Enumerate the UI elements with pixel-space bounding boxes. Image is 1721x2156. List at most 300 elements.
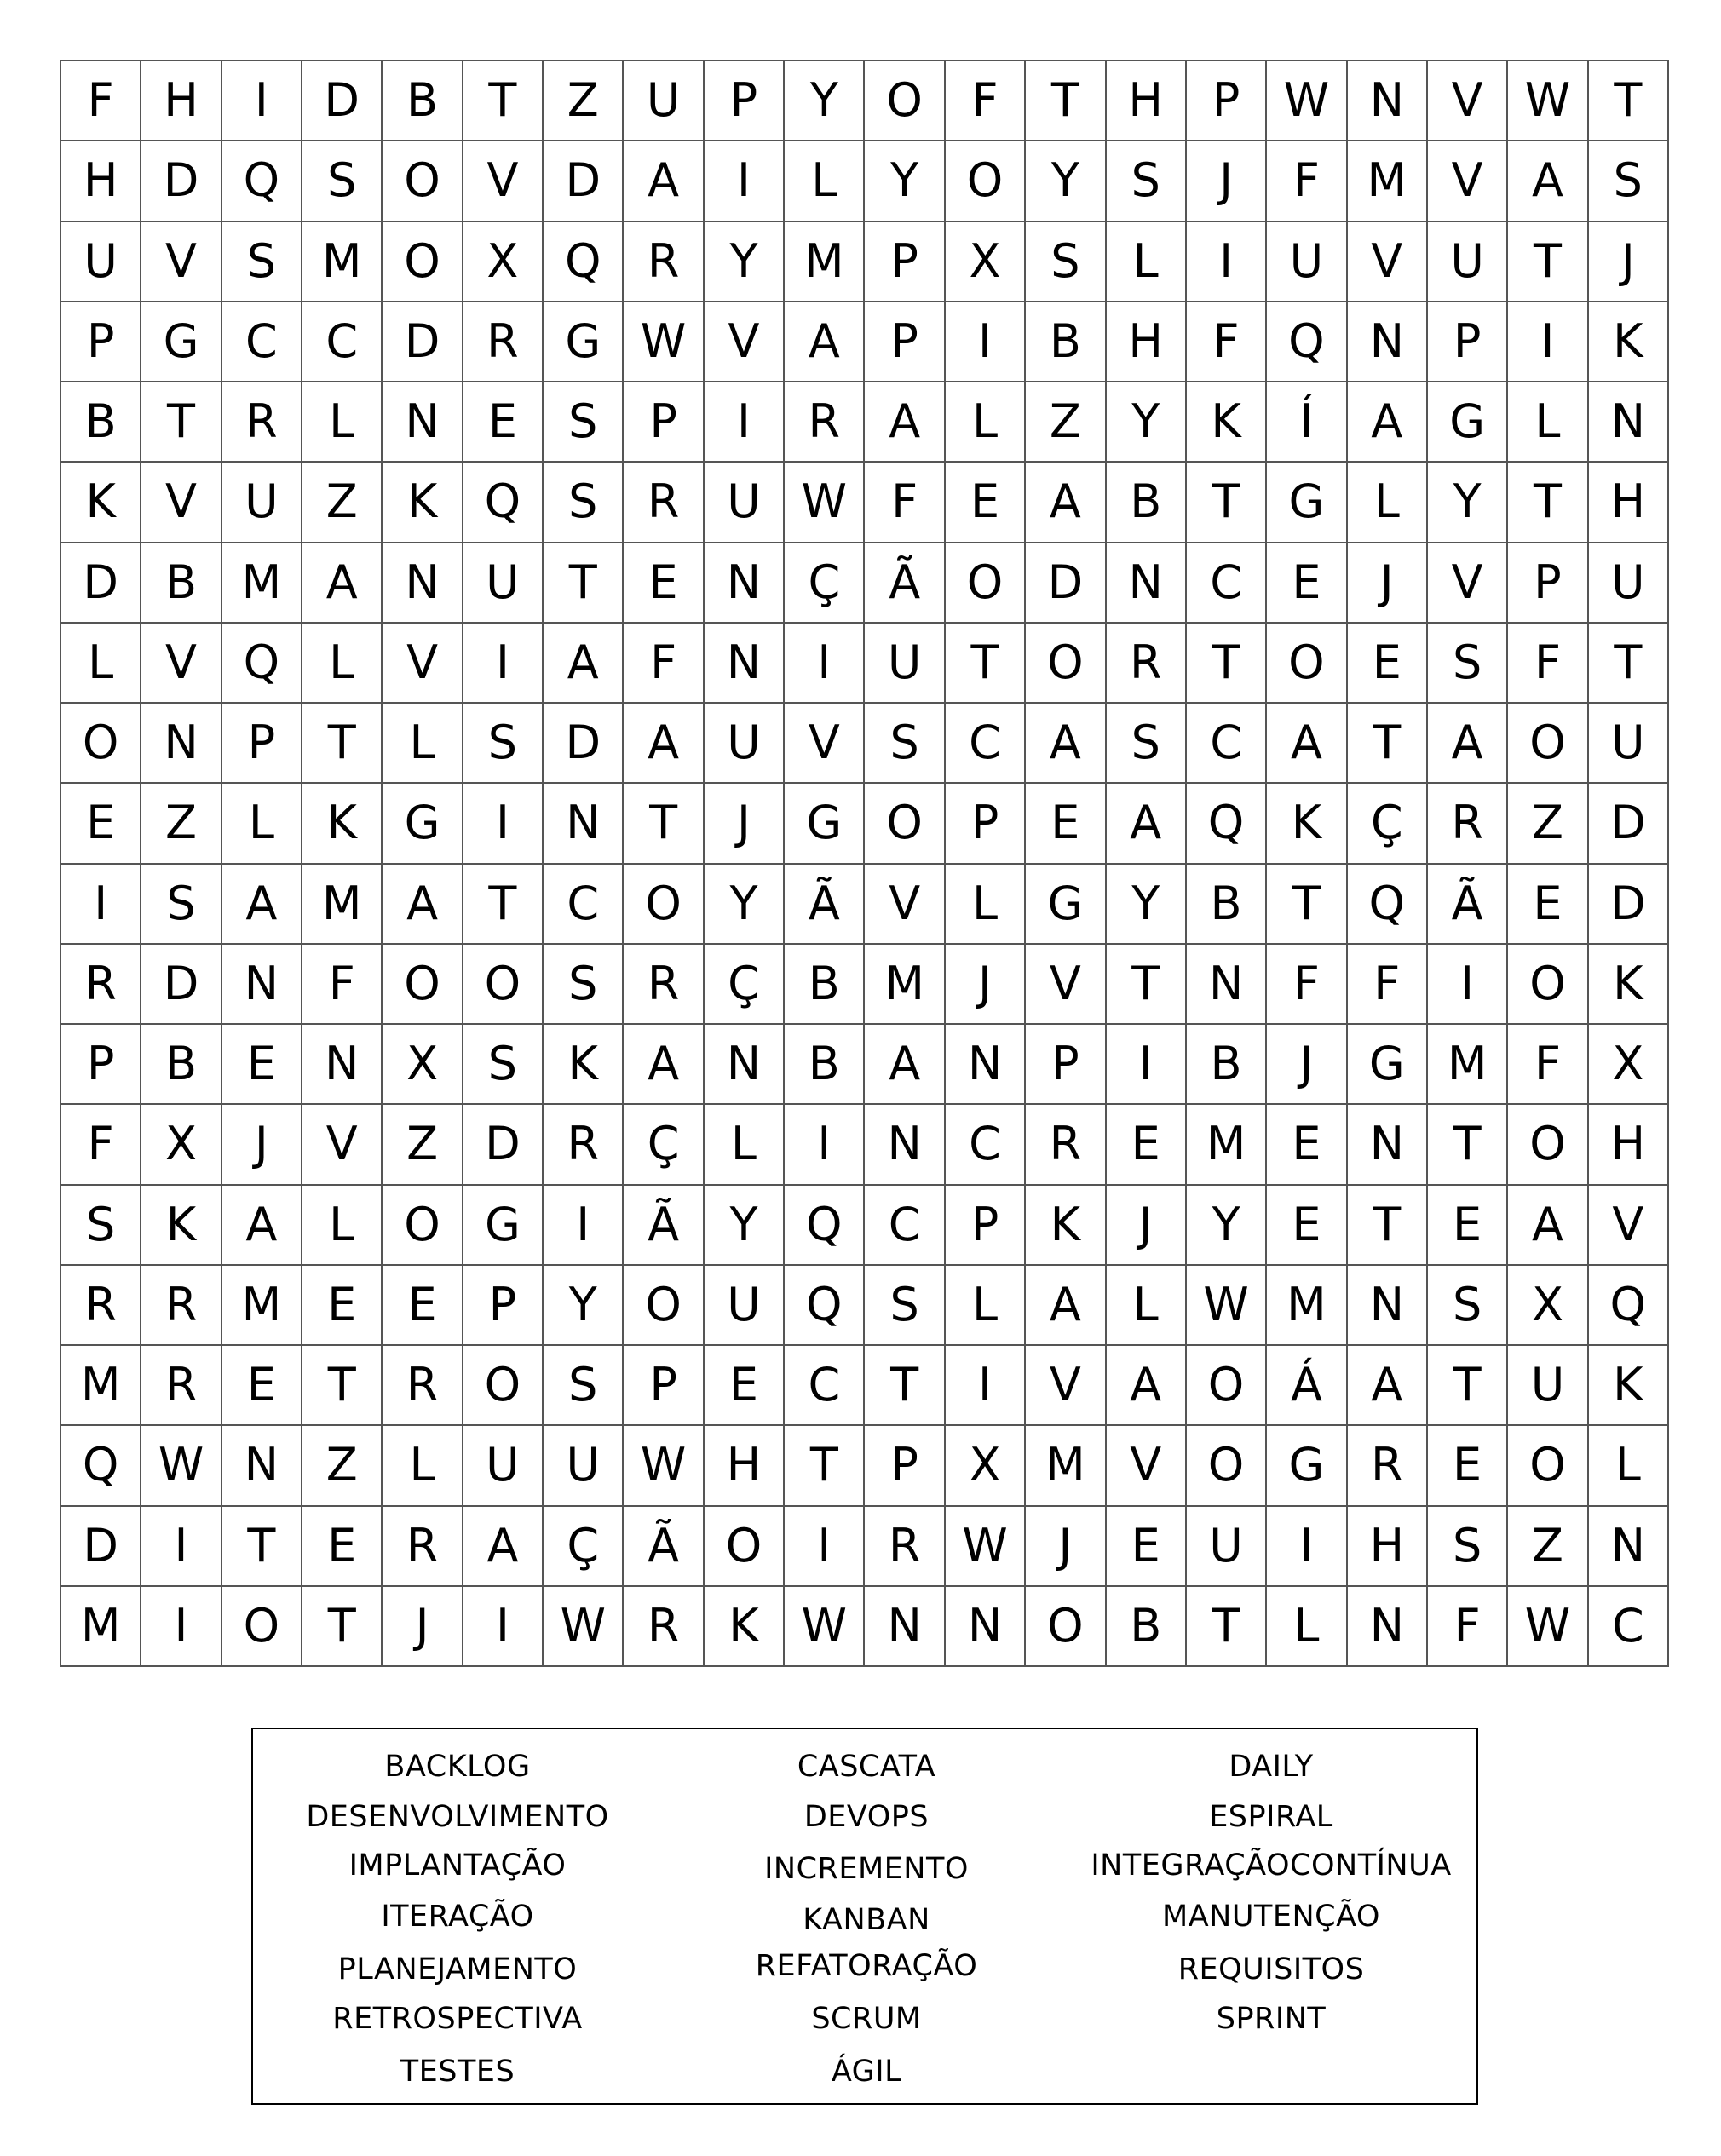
grid-cell[interactable]: Ã [1428,865,1508,945]
grid-cell[interactable]: A [624,1025,704,1105]
grid-cell[interactable]: N [865,1105,945,1185]
grid-cell[interactable]: Q [1348,865,1428,945]
grid-cell[interactable]: Z [1508,784,1588,864]
grid-cell[interactable]: T [785,1426,865,1506]
grid-cell[interactable]: Q [1267,302,1347,382]
grid-cell[interactable]: Q [1187,784,1267,864]
grid-cell[interactable]: P [865,302,945,382]
grid-cell[interactable]: H [1107,61,1187,141]
grid-cell[interactable]: I [1107,1025,1187,1105]
grid-cell[interactable]: A [544,624,624,704]
grid-cell[interactable]: S [1107,704,1187,784]
grid-cell[interactable]: E [1267,1105,1347,1185]
grid-cell[interactable]: J [1107,1186,1187,1266]
grid-cell[interactable]: L [302,382,383,463]
grid-cell[interactable]: T [1026,61,1106,141]
grid-cell[interactable]: A [624,704,704,784]
grid-cell[interactable]: U [865,624,945,704]
grid-cell[interactable]: O [463,1346,544,1426]
grid-cell[interactable]: S [544,463,624,543]
grid-cell[interactable]: E [1348,624,1428,704]
grid-cell[interactable]: V [1107,1426,1187,1506]
grid-cell[interactable]: M [222,543,302,624]
grid-cell[interactable]: Q [544,222,624,302]
grid-cell[interactable]: K [1267,784,1347,864]
grid-cell[interactable]: P [865,222,945,302]
grid-cell[interactable]: I [705,141,785,221]
grid-cell[interactable]: N [222,1426,302,1506]
grid-cell[interactable]: L [383,704,463,784]
grid-cell[interactable]: S [302,141,383,221]
grid-cell[interactable]: O [1508,945,1588,1025]
grid-cell[interactable]: L [1267,1587,1347,1667]
grid-cell[interactable]: V [1026,945,1106,1025]
grid-cell[interactable]: A [1107,784,1187,864]
grid-cell[interactable]: E [1508,865,1588,945]
grid-cell[interactable]: T [222,1507,302,1587]
grid-cell[interactable]: N [1348,1266,1428,1346]
grid-cell[interactable]: J [1187,141,1267,221]
grid-cell[interactable]: I [1267,1507,1347,1587]
grid-cell[interactable]: V [1428,61,1508,141]
grid-cell[interactable]: G [1267,1426,1347,1506]
grid-cell[interactable]: X [141,1105,222,1185]
grid-cell[interactable]: F [1508,1025,1588,1105]
grid-cell[interactable]: O [463,945,544,1025]
grid-cell[interactable]: A [1267,704,1347,784]
grid-cell[interactable]: E [463,382,544,463]
grid-cell[interactable]: U [624,61,704,141]
grid-cell[interactable]: L [946,382,1026,463]
grid-cell[interactable]: N [544,784,624,864]
grid-cell[interactable]: N [1348,61,1428,141]
grid-cell[interactable]: A [1026,463,1106,543]
grid-cell[interactable]: U [61,222,141,302]
grid-cell[interactable]: A [1428,704,1508,784]
grid-cell[interactable]: G [1026,865,1106,945]
grid-cell[interactable]: V [865,865,945,945]
grid-cell[interactable]: D [141,141,222,221]
grid-cell[interactable]: O [383,141,463,221]
grid-cell[interactable]: V [785,704,865,784]
grid-cell[interactable]: E [946,463,1026,543]
grid-cell[interactable]: D [141,945,222,1025]
grid-cell[interactable]: Y [865,141,945,221]
grid-cell[interactable]: E [383,1266,463,1346]
grid-cell[interactable]: T [1187,624,1267,704]
grid-cell[interactable]: P [463,1266,544,1346]
grid-cell[interactable]: Y [1026,141,1106,221]
grid-cell[interactable]: Y [1187,1186,1267,1266]
grid-cell[interactable]: T [1267,865,1347,945]
grid-cell[interactable]: I [946,1346,1026,1426]
grid-cell[interactable]: Z [302,1426,383,1506]
grid-cell[interactable]: M [1428,1025,1508,1105]
grid-cell[interactable]: I [463,624,544,704]
grid-cell[interactable]: T [544,543,624,624]
grid-cell[interactable]: U [1589,704,1669,784]
grid-cell[interactable]: F [1428,1587,1508,1667]
grid-cell[interactable]: Y [705,1186,785,1266]
grid-cell[interactable]: N [1107,543,1187,624]
grid-cell[interactable]: R [624,945,704,1025]
grid-cell[interactable]: E [624,543,704,624]
grid-cell[interactable]: N [946,1587,1026,1667]
grid-cell[interactable]: D [544,141,624,221]
grid-cell[interactable]: E [1107,1507,1187,1587]
grid-cell[interactable]: P [1508,543,1588,624]
grid-cell[interactable]: B [1107,463,1187,543]
grid-cell[interactable]: X [1508,1266,1588,1346]
grid-cell[interactable]: O [946,543,1026,624]
grid-cell[interactable]: F [1348,945,1428,1025]
grid-cell[interactable]: N [1348,1587,1428,1667]
grid-cell[interactable]: H [705,1426,785,1506]
grid-cell[interactable]: R [544,1105,624,1185]
grid-cell[interactable]: O [624,865,704,945]
grid-cell[interactable]: P [624,382,704,463]
grid-cell[interactable]: O [865,784,945,864]
grid-cell[interactable]: Ç [1348,784,1428,864]
grid-cell[interactable]: H [1589,463,1669,543]
grid-cell[interactable]: V [383,624,463,704]
grid-cell[interactable]: Q [61,1426,141,1506]
grid-cell[interactable]: Y [705,222,785,302]
grid-cell[interactable]: G [141,302,222,382]
grid-cell[interactable]: R [1428,784,1508,864]
grid-cell[interactable]: P [624,1346,704,1426]
grid-cell[interactable]: S [463,1025,544,1105]
grid-cell[interactable]: L [1107,222,1187,302]
grid-cell[interactable]: W [1508,61,1588,141]
grid-cell[interactable]: Z [302,463,383,543]
grid-cell[interactable]: K [544,1025,624,1105]
grid-cell[interactable]: W [785,1587,865,1667]
grid-cell[interactable]: T [1107,945,1187,1025]
grid-cell[interactable]: C [302,302,383,382]
grid-cell[interactable]: F [1267,141,1347,221]
grid-cell[interactable]: C [1589,1587,1669,1667]
grid-cell[interactable]: F [61,1105,141,1185]
grid-cell[interactable]: A [1026,1266,1106,1346]
grid-cell[interactable]: K [1187,382,1267,463]
grid-cell[interactable]: D [463,1105,544,1185]
grid-cell[interactable]: M [1267,1266,1347,1346]
grid-cell[interactable]: G [463,1186,544,1266]
grid-cell[interactable]: P [946,784,1026,864]
grid-cell[interactable]: J [946,945,1026,1025]
grid-cell[interactable]: O [222,1587,302,1667]
grid-cell[interactable]: T [1187,463,1267,543]
grid-cell[interactable]: C [544,865,624,945]
grid-cell[interactable]: M [1348,141,1428,221]
grid-cell[interactable]: L [1508,382,1588,463]
grid-cell[interactable]: J [1267,1025,1347,1105]
grid-cell[interactable]: T [1348,704,1428,784]
grid-cell[interactable]: H [141,61,222,141]
grid-cell[interactable]: Z [141,784,222,864]
grid-cell[interactable]: M [222,1266,302,1346]
grid-cell[interactable]: L [785,141,865,221]
grid-cell[interactable]: B [141,1025,222,1105]
grid-cell[interactable]: T [1508,222,1588,302]
grid-cell[interactable]: T [463,61,544,141]
grid-cell[interactable]: T [1428,1105,1508,1185]
grid-cell[interactable]: S [1589,141,1669,221]
grid-cell[interactable]: R [1348,1426,1428,1506]
grid-cell[interactable]: N [705,624,785,704]
grid-cell[interactable]: J [1026,1507,1106,1587]
grid-cell[interactable]: A [222,1186,302,1266]
grid-cell[interactable]: Ã [785,865,865,945]
grid-cell[interactable]: Z [1508,1507,1588,1587]
grid-cell[interactable]: U [544,1426,624,1506]
grid-cell[interactable]: B [1187,865,1267,945]
grid-cell[interactable]: C [1187,704,1267,784]
grid-cell[interactable]: P [705,61,785,141]
grid-cell[interactable]: C [785,1346,865,1426]
grid-cell[interactable]: U [222,463,302,543]
grid-cell[interactable]: G [383,784,463,864]
grid-cell[interactable]: T [463,865,544,945]
grid-cell[interactable]: S [463,704,544,784]
grid-cell[interactable]: T [946,624,1026,704]
grid-cell[interactable]: D [61,1507,141,1587]
grid-cell[interactable]: T [1187,1587,1267,1667]
grid-cell[interactable]: B [1187,1025,1267,1105]
grid-cell[interactable]: C [865,1186,945,1266]
grid-cell[interactable]: F [1187,302,1267,382]
grid-cell[interactable]: R [1107,624,1187,704]
grid-cell[interactable]: K [383,463,463,543]
grid-cell[interactable]: P [1187,61,1267,141]
grid-cell[interactable]: G [785,784,865,864]
grid-cell[interactable]: Y [1428,463,1508,543]
grid-cell[interactable]: O [1508,1105,1588,1185]
grid-cell[interactable]: X [1589,1025,1669,1105]
grid-cell[interactable]: M [302,865,383,945]
grid-cell[interactable]: U [463,1426,544,1506]
grid-cell[interactable]: K [1589,302,1669,382]
grid-cell[interactable]: A [624,141,704,221]
grid-cell[interactable]: Y [544,1266,624,1346]
grid-cell[interactable]: N [1589,382,1669,463]
grid-cell[interactable]: V [141,222,222,302]
grid-cell[interactable]: E [222,1025,302,1105]
grid-cell[interactable]: W [946,1507,1026,1587]
grid-cell[interactable]: Q [222,624,302,704]
grid-cell[interactable]: V [141,624,222,704]
grid-cell[interactable]: A [383,865,463,945]
grid-cell[interactable]: Á [1267,1346,1347,1426]
grid-cell[interactable]: A [865,1025,945,1105]
grid-cell[interactable]: H [1348,1507,1428,1587]
grid-cell[interactable]: E [1428,1426,1508,1506]
grid-cell[interactable]: T [1589,624,1669,704]
grid-cell[interactable]: N [1589,1507,1669,1587]
grid-cell[interactable]: E [61,784,141,864]
grid-cell[interactable]: S [61,1186,141,1266]
grid-cell[interactable]: O [1267,624,1347,704]
grid-cell[interactable]: J [383,1587,463,1667]
grid-cell[interactable]: E [1267,1186,1347,1266]
grid-cell[interactable]: A [865,382,945,463]
grid-cell[interactable]: I [141,1507,222,1587]
grid-cell[interactable]: U [705,1266,785,1346]
grid-cell[interactable]: T [1589,61,1669,141]
grid-cell[interactable]: P [1026,1025,1106,1105]
grid-cell[interactable]: S [141,865,222,945]
grid-cell[interactable]: O [61,704,141,784]
grid-cell[interactable]: M [61,1346,141,1426]
grid-cell[interactable]: S [865,704,945,784]
grid-cell[interactable]: L [222,784,302,864]
grid-cell[interactable]: I [785,624,865,704]
grid-cell[interactable]: D [544,704,624,784]
grid-cell[interactable]: Q [785,1266,865,1346]
grid-cell[interactable]: N [865,1587,945,1667]
grid-cell[interactable]: S [1428,1507,1508,1587]
grid-cell[interactable]: E [1267,543,1347,624]
grid-cell[interactable]: U [1187,1507,1267,1587]
grid-cell[interactable]: C [222,302,302,382]
grid-cell[interactable]: W [785,463,865,543]
grid-cell[interactable]: Z [1026,382,1106,463]
grid-cell[interactable]: M [1187,1105,1267,1185]
grid-cell[interactable]: D [383,302,463,382]
grid-cell[interactable]: A [1348,382,1428,463]
grid-cell[interactable]: M [865,945,945,1025]
grid-cell[interactable]: A [302,543,383,624]
grid-cell[interactable]: D [1026,543,1106,624]
grid-cell[interactable]: I [544,1186,624,1266]
grid-cell[interactable]: Q [222,141,302,221]
grid-cell[interactable]: B [1026,302,1106,382]
grid-cell[interactable]: M [1026,1426,1106,1506]
grid-cell[interactable]: R [785,382,865,463]
grid-cell[interactable]: Ç [544,1507,624,1587]
grid-cell[interactable]: G [544,302,624,382]
grid-cell[interactable]: K [1026,1186,1106,1266]
grid-cell[interactable]: I [222,61,302,141]
grid-cell[interactable]: L [946,1266,1026,1346]
grid-cell[interactable]: O [1187,1346,1267,1426]
grid-cell[interactable]: M [302,222,383,302]
grid-cell[interactable]: F [865,463,945,543]
grid-cell[interactable]: C [1187,543,1267,624]
grid-cell[interactable]: M [61,1587,141,1667]
grid-cell[interactable]: E [222,1346,302,1426]
grid-cell[interactable]: F [624,624,704,704]
grid-cell[interactable]: F [946,61,1026,141]
grid-cell[interactable]: T [302,704,383,784]
grid-cell[interactable]: L [302,1186,383,1266]
grid-cell[interactable]: E [705,1346,785,1426]
grid-cell[interactable]: B [1107,1587,1187,1667]
grid-cell[interactable]: O [383,945,463,1025]
grid-cell[interactable]: I [463,784,544,864]
grid-cell[interactable]: I [1428,945,1508,1025]
grid-cell[interactable]: L [946,865,1026,945]
grid-cell[interactable]: J [705,784,785,864]
grid-cell[interactable]: A [222,865,302,945]
grid-cell[interactable]: F [302,945,383,1025]
grid-cell[interactable]: O [624,1266,704,1346]
grid-cell[interactable]: D [1589,865,1669,945]
grid-cell[interactable]: Z [544,61,624,141]
grid-cell[interactable]: B [383,61,463,141]
grid-cell[interactable]: R [141,1346,222,1426]
grid-cell[interactable]: D [1589,784,1669,864]
grid-cell[interactable]: G [1348,1025,1428,1105]
grid-cell[interactable]: F [61,61,141,141]
grid-cell[interactable]: P [61,1025,141,1105]
grid-cell[interactable]: L [705,1105,785,1185]
grid-cell[interactable]: Q [463,463,544,543]
grid-cell[interactable]: U [463,543,544,624]
grid-cell[interactable]: N [705,543,785,624]
grid-cell[interactable]: V [463,141,544,221]
grid-cell[interactable]: V [302,1105,383,1185]
grid-cell[interactable]: Y [785,61,865,141]
grid-cell[interactable]: C [946,704,1026,784]
grid-cell[interactable]: Q [785,1186,865,1266]
grid-cell[interactable]: N [1348,1105,1428,1185]
grid-cell[interactable]: X [946,1426,1026,1506]
grid-cell[interactable]: Ç [785,543,865,624]
grid-cell[interactable]: I [785,1507,865,1587]
grid-cell[interactable]: F [1508,624,1588,704]
grid-cell[interactable]: Y [705,865,785,945]
grid-cell[interactable]: R [61,1266,141,1346]
grid-cell[interactable]: L [1107,1266,1187,1346]
grid-cell[interactable]: P [61,302,141,382]
grid-cell[interactable]: O [383,1186,463,1266]
grid-cell[interactable]: S [544,1346,624,1426]
grid-cell[interactable]: A [1107,1346,1187,1426]
grid-cell[interactable]: V [705,302,785,382]
grid-cell[interactable]: A [1348,1346,1428,1426]
grid-cell[interactable]: E [1107,1105,1187,1185]
grid-cell[interactable]: T [1428,1346,1508,1426]
grid-cell[interactable]: O [1026,624,1106,704]
grid-cell[interactable]: U [705,704,785,784]
grid-cell[interactable]: H [61,141,141,221]
grid-cell[interactable]: O [383,222,463,302]
grid-cell[interactable]: P [946,1186,1026,1266]
grid-cell[interactable]: W [1508,1587,1588,1667]
grid-cell[interactable]: K [1589,1346,1669,1426]
grid-cell[interactable]: U [1589,543,1669,624]
grid-cell[interactable]: E [302,1266,383,1346]
grid-cell[interactable]: U [1267,222,1347,302]
grid-cell[interactable]: L [61,624,141,704]
grid-cell[interactable]: H [1107,302,1187,382]
grid-cell[interactable]: N [1348,302,1428,382]
grid-cell[interactable]: V [1428,141,1508,221]
grid-cell[interactable]: B [785,1025,865,1105]
grid-cell[interactable]: T [1508,463,1588,543]
grid-cell[interactable]: G [1428,382,1508,463]
grid-cell[interactable]: A [1508,1186,1588,1266]
grid-cell[interactable]: B [141,543,222,624]
grid-cell[interactable]: L [302,624,383,704]
grid-cell[interactable]: T [302,1587,383,1667]
grid-cell[interactable]: A [463,1507,544,1587]
grid-cell[interactable]: R [383,1507,463,1587]
grid-cell[interactable]: R [383,1346,463,1426]
grid-cell[interactable]: K [302,784,383,864]
